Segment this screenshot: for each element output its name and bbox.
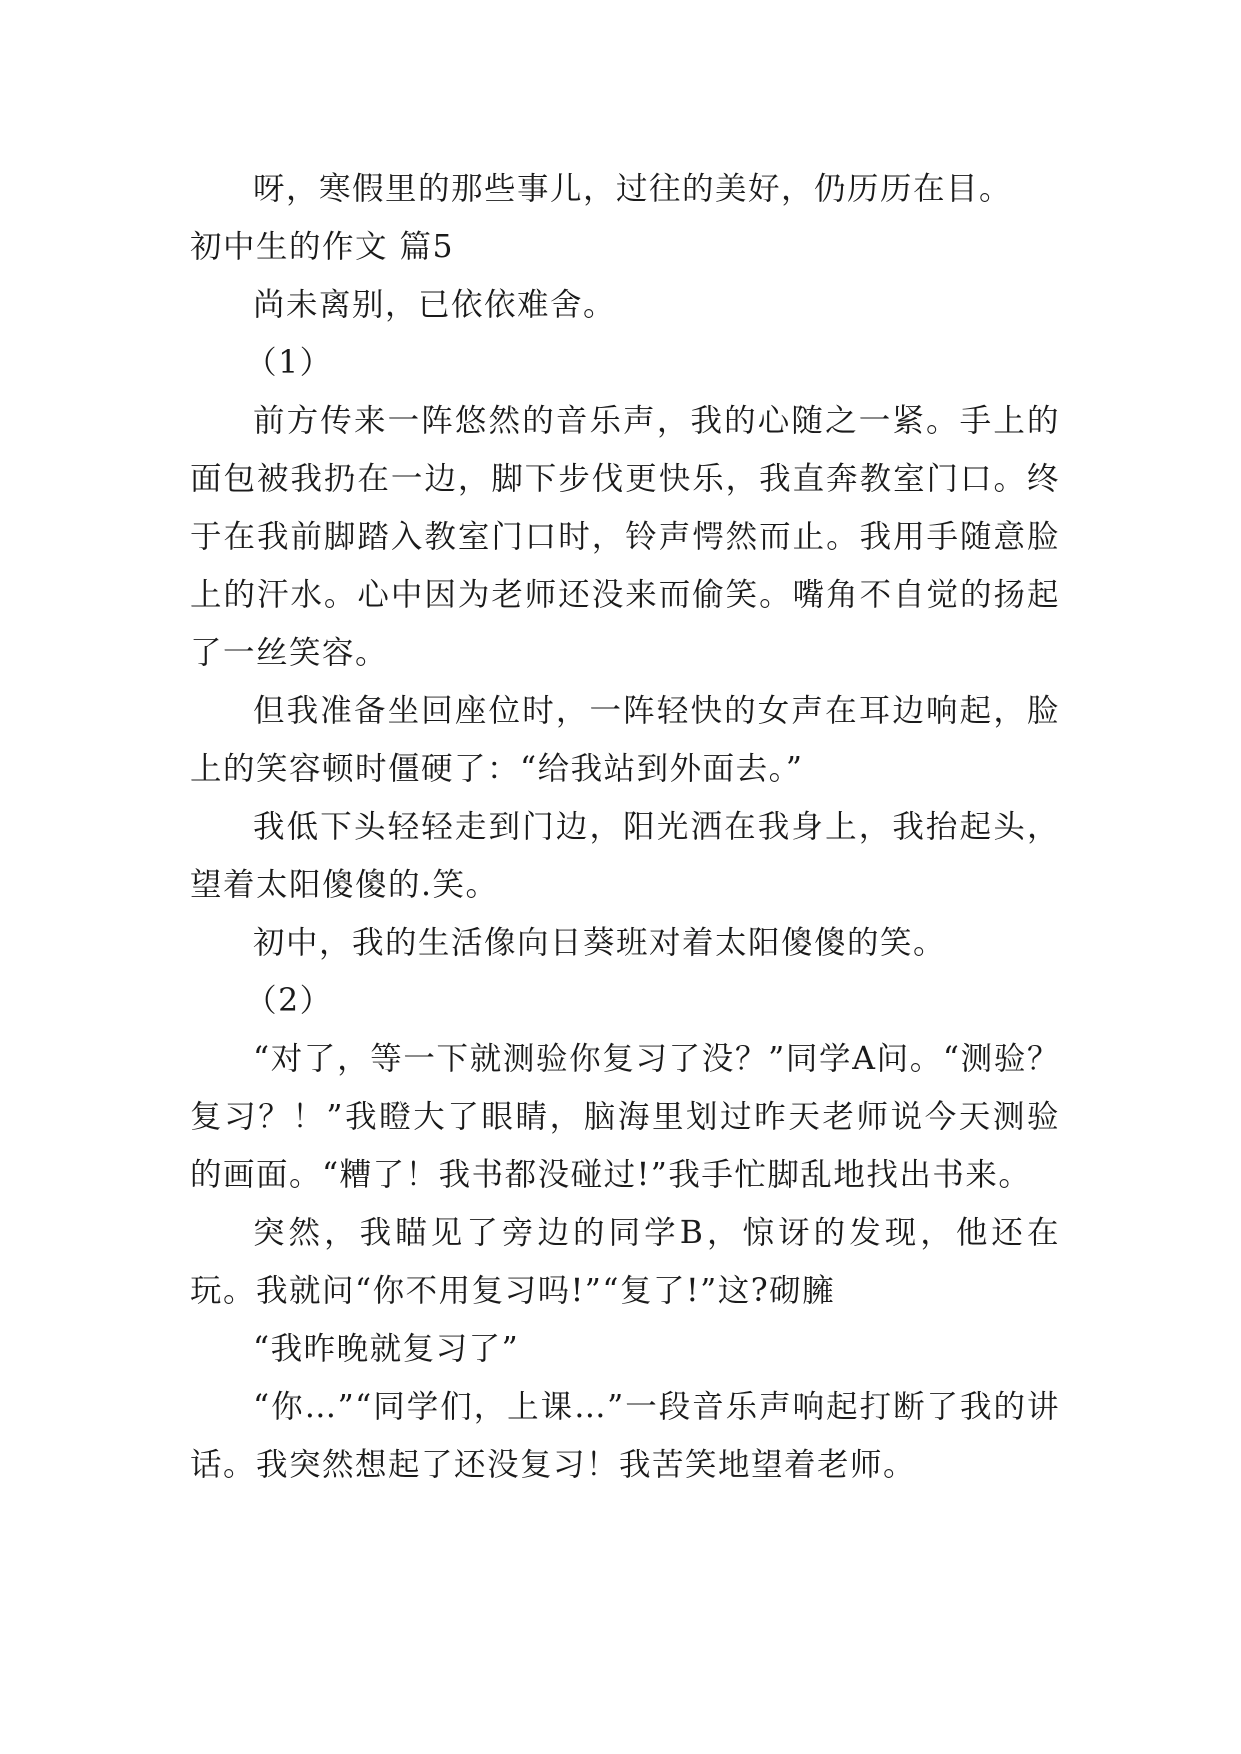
paragraph-12: “我昨晚就复习了” bbox=[253, 1331, 520, 1367]
paragraph-5: 前方传来一阵悠然的音乐声，我的心随之一紧。手上的面包被我扔在一边，脚下步伐更快乐，我直奔教室门口。终于在我前脚踏入教室门口时，铃声愕然而止。我用手随意脸上的汗水。心中因为老师还没来而偷笑。嘴角不自觉的扬起了一丝笑容。 bbox=[190, 403, 1060, 671]
paragraph-1: 呀，寒假里的那些事儿，过往的美好，仍历历在目。 bbox=[253, 171, 1013, 207]
paragraph-13: “你…”“同学们，上课…”一段音乐声响起打断了我的讲话。我突然想起了还没复习！我苦笑地望着老师。 bbox=[190, 1389, 1060, 1483]
section-marker-1: （1） bbox=[245, 345, 333, 381]
paragraph-7: 我低下头轻轻走到门边，阳光洒在我身上，我抬起头，望着太阳傻傻的.笑。 bbox=[190, 809, 1060, 903]
paragraph-8: 初中，我的生活像向日葵班对着太阳傻傻的笑。 bbox=[253, 925, 947, 961]
paragraph-11: 突然，我瞄见了旁边的同学B，惊讶的发现，他还在玩。我就问“你不用复习吗!”“复了!”这?砌臃 bbox=[190, 1215, 1060, 1309]
document-body bbox=[190, 160, 1060, 1494]
paragraph-3: 尚未离别，已依依难舍。 bbox=[253, 287, 617, 323]
section-marker-2: （2） bbox=[245, 983, 333, 1019]
paragraph-10: “对了，等一下就测验你复习了没？”同学A问。“测验？复习？！”我瞪大了眼睛，脑海里划过昨天老师说今天测验的画面。“糟了！我书都没碰过!”我手忙脚乱地找出书来。 bbox=[190, 1041, 1060, 1193]
paragraph-6: 但我准备坐回座位时，一阵轻快的女声在耳边响起，脸上的笑容顿时僵硬了：“给我站到外面去。” bbox=[190, 693, 1060, 787]
section-heading: 初中生的作文 篇5 bbox=[190, 229, 455, 265]
